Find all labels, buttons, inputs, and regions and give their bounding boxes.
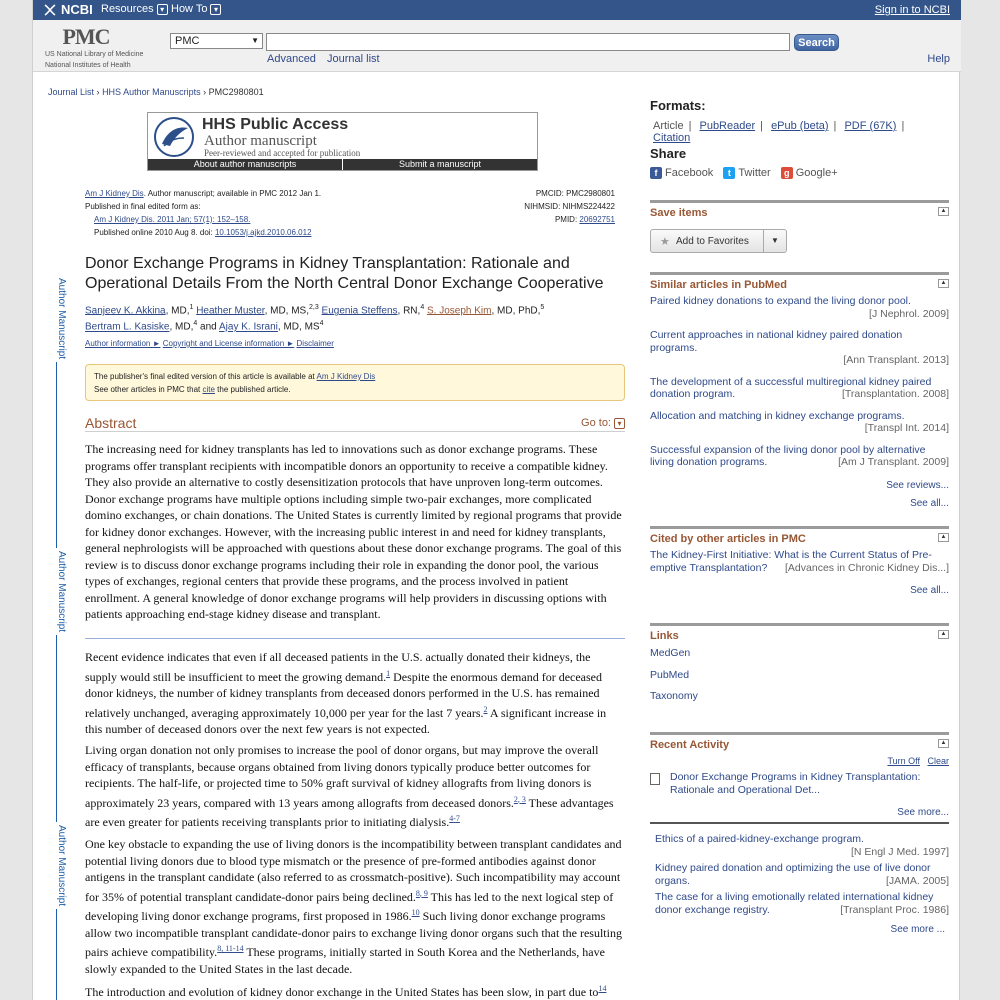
author-degree: , MD, PhD, [491, 305, 541, 317]
cited-by-box [650, 526, 949, 596]
reference-link[interactable]: 8 [217, 944, 222, 953]
pmcid: PMCID: PMC2980801 [535, 189, 615, 198]
format-separator: | [833, 120, 837, 132]
search-button[interactable]: Search [794, 34, 839, 51]
add-to-favorites-button[interactable] [650, 229, 787, 253]
affiliation-sup: 5 [540, 304, 545, 311]
hhs-subtitle: Author manuscript [204, 133, 317, 149]
reference-link[interactable]: 1 [386, 668, 391, 678]
author-list [85, 301, 625, 334]
cited-article-item[interactable] [650, 549, 949, 574]
save-items-heading: Save items [650, 207, 708, 219]
similar-article-source: [J Nephrol. 2009] [869, 307, 949, 320]
published-online: Published online 2010 Aug 8. doi: [94, 228, 215, 237]
format-separator: | [760, 120, 763, 132]
recent-activity-heading: Recent Activity [650, 739, 730, 751]
similar-article-source: [Ann Transplant. 2013] [843, 354, 949, 366]
paragraph-text: A significant increase in this number of deceased donors over the next few years is not expected. [85, 705, 607, 736]
author-info-links [85, 339, 334, 348]
related-article-source: [Transplant Proc. 1986] [840, 903, 949, 916]
paragraph-text: Recent evidence indicates that even if all deceased patients in the U.S. actually donated their kidneys, the supply would still be insufficient to meet the growing demand. [85, 650, 591, 684]
similar-article-item[interactable] [650, 410, 949, 435]
paragraph-text: Living organ donation not only promises to increase the pool of donor organs, but may improve the overall efficacy of transplants, because organs obtained from living donors typically produce better outcomes for recipients. The half-life, or projected time to 50% graft survival of kidney allografts from living donors is approximately 23 years, compared with 13 years among allografts from deceased donors. [85, 743, 599, 810]
nih-label: National Institutes of Health [45, 62, 131, 69]
see-all-link[interactable]: See all... [910, 497, 949, 509]
similar-article-title[interactable]: Successful expansion of the living donor pool by alternative living donation programs. [650, 443, 926, 468]
advanced-search-link[interactable]: Advanced [267, 53, 316, 65]
affiliation-sup: 1 [189, 304, 194, 311]
abstract-heading: Abstract [85, 415, 137, 431]
author-degree: , MD, [165, 305, 190, 317]
affiliation-sup: 4 [420, 304, 425, 311]
breadcrumb-separator: › [203, 87, 207, 97]
share-list [650, 167, 838, 179]
resources-label: Resources [101, 3, 154, 15]
similar-articles-heading: Similar articles in PubMed [650, 279, 787, 291]
notice-text: The publisher's final edited version of this article is available at [94, 372, 317, 381]
hhs-eagle-icon [152, 116, 196, 158]
related-article-title[interactable]: Ethics of a paired-kidney-exchange program. [655, 833, 864, 845]
author-degree: , MD, [169, 321, 194, 333]
doi-link[interactable]: 10.1053/j.ajkd.2010.06.012 [214, 228, 312, 237]
see-all-link[interactable]: See all... [910, 585, 949, 596]
clear-link[interactable]: Clear [927, 756, 949, 766]
cited-article-title[interactable]: The Kidney-First Initiative: What is the Current Status of Pre-emptive Transplantation? [650, 549, 932, 574]
similar-article-item[interactable] [650, 444, 949, 469]
pmid-link[interactable]: 20692751 [579, 215, 615, 224]
author-link[interactable]: Sanjeev K. Akkina [85, 305, 166, 317]
goto-label: Go to: [581, 417, 611, 429]
recent-item[interactable] [650, 771, 949, 796]
similar-article-title[interactable]: Allocation and matching in kidney exchange programs. [650, 409, 905, 422]
format-separator: | [688, 120, 692, 132]
article-ids [524, 187, 615, 226]
format-citation-link[interactable]: Citation [653, 132, 691, 144]
pmc-logo-mark: PMC [62, 24, 110, 49]
affiliation-sup: 4 [319, 320, 324, 328]
reference-link[interactable]: 3 [521, 794, 526, 804]
related-article-item[interactable] [655, 891, 949, 916]
recent-activity-box [650, 732, 949, 935]
howto-label: How To [171, 3, 208, 15]
share-heading: Share [650, 146, 687, 161]
similar-article-source: [Transpl Int. 2014] [864, 422, 949, 434]
ncbi-topbar [33, 0, 961, 20]
share-googleplus[interactable] [781, 167, 838, 179]
disclaimer-link[interactable]: Disclaimer [296, 339, 334, 348]
breadcrumb-separator: › [96, 87, 100, 97]
recent-item-title[interactable]: Donor Exchange Programs in Kidney Transplantation: Rationale and Operational Det... [670, 771, 921, 796]
affiliation-sup: 4 [193, 320, 198, 328]
similar-article-title[interactable]: Paired kidney donations to expand the living donor pool. [650, 295, 911, 307]
similar-article-title[interactable]: Current approaches in national kidney paired donation programs. [650, 329, 903, 354]
paragraph-text: These programs, initially started in South Korea and the Netherlands, have slowly expanded to the United States in the last decade. [85, 945, 605, 976]
breadcrumb-current: PMC2980801 [208, 87, 264, 97]
database-select[interactable] [170, 33, 263, 49]
related-article-title[interactable]: The case for a living emotionally related international kidney donor exchange registry. [655, 891, 934, 916]
cite-link[interactable]: cite [202, 385, 215, 394]
ncbi-brand: NCBI [61, 2, 93, 17]
author-degree: , RN, [397, 305, 421, 317]
notice-text: the published article. [214, 385, 291, 394]
reference-link[interactable]: 14 [598, 984, 607, 993]
ncbi-logo[interactable] [43, 2, 93, 17]
format-separator: | [901, 120, 905, 132]
reference-link[interactable]: 4 [449, 814, 454, 823]
author-link[interactable]: Bertram L. Kasiske [85, 321, 170, 333]
journal-link[interactable]: Am J Kidney Dis [85, 189, 144, 198]
citation-availability: . Author manuscript; available in PMC 2012 Jan 1. [143, 189, 322, 198]
similar-article-title[interactable]: The development of a successful multiregional kidney paired donation program. [650, 375, 932, 400]
collapse-icon[interactable]: ▲ [938, 739, 949, 748]
author-manuscript-label: Author Manuscript [47, 548, 67, 635]
hhs-link-bar [148, 159, 537, 170]
see-reviews-link[interactable]: See reviews... [886, 479, 949, 491]
breadcrumb-journal-list[interactable]: Journal List [48, 87, 95, 97]
ncbi-helix-icon [43, 3, 57, 17]
related-article-source: [N Engl J Med. 1997] [850, 845, 949, 858]
author-link[interactable]: Eugenia Steffens [321, 305, 398, 317]
dropdown-arrow-icon: ▼ [251, 36, 259, 45]
hhs-tagline: Peer-reviewed and accepted for publication [204, 148, 361, 158]
author-degree: , MD, MS, [264, 305, 310, 317]
link-medgen[interactable]: MedGen [650, 647, 691, 659]
share-label: Twitter [738, 167, 771, 179]
link-pubmed[interactable]: PubMed [650, 668, 690, 681]
body-paragraph [85, 981, 625, 1000]
database-value: PMC [175, 35, 200, 47]
add-to-favorites-label: Add to Favorites [676, 236, 749, 247]
links-heading: Links [650, 630, 679, 642]
body-paragraph: Living organ donation not only promises to increase the pool of donor organs, but may improve the overall efficacy of transplants, because organs obtained from living donors typically produce better outcomes for recipients. The half-life, or projected time to 50% graft survival of kidney allografts from living donors is approximately 23 years, compared with 13 years among allografts from deceased donors.$^{2,}$ $^3$ These advantages are even greater for patients receiving transplants prior to initiating dialysis.$^{4-7}$ [85, 743, 614, 829]
affiliation-sup: 2,3 [309, 304, 319, 311]
paragraph-text: These advantages are even greater for patients receiving transplants prior to initiating dialysis. [85, 795, 614, 829]
nihmsid: NIHMSID: NIHMS224422 [524, 202, 615, 211]
goto-menu[interactable] [581, 417, 625, 429]
format-article: Article [653, 120, 684, 132]
save-items-box [650, 200, 949, 255]
author-link[interactable]: Heather Muster [196, 305, 265, 317]
publisher-version-link[interactable]: Am J Kidney Dis [316, 372, 376, 381]
facebook-icon: f [650, 167, 662, 179]
paragraph-text: Despite the enormous demand for deceased donor kidneys, the number of kidney transplants from deceased donors performed in the U.S. has remained relatively unchanged, averaging approximately 10,000 per year for the last 7 years. [85, 669, 602, 720]
similar-article-item[interactable] [650, 295, 949, 320]
similar-article-source: [Am J Transplant. 2009] [838, 456, 949, 468]
sign-in-link[interactable]: Sign in to NCBI [874, 4, 950, 16]
about-manuscripts-link[interactable]: About author manuscripts [193, 159, 297, 169]
collapse-icon[interactable]: ▲ [938, 630, 949, 639]
abstract-header [85, 415, 625, 432]
pmid-label: PMID: [554, 215, 580, 224]
and-text: and [197, 321, 219, 333]
reference-link[interactable]: 2 [513, 794, 518, 804]
publisher-notice [85, 364, 625, 401]
reference-link[interactable]: 2 [483, 704, 488, 714]
related-article-title[interactable]: Kidney paired donation and optimizing the use of live donor organs. [655, 862, 931, 887]
author-manuscript-label: Author Manuscript [47, 275, 67, 362]
collapse-icon[interactable]: ▲ [938, 279, 949, 288]
chevron-down-icon: ▾ [157, 4, 168, 15]
help-link[interactable]: Help [927, 53, 950, 65]
hhs-title: HHS Public Access [202, 116, 349, 133]
paragraph-text: This has led to the next logical step of developing living donor exchange programs, first proposed in 1986. [85, 889, 614, 923]
related-article-source: [JAMA. 2005] [885, 874, 949, 887]
breadcrumb-hhs[interactable]: HHS Author Manuscripts [102, 87, 201, 97]
paragraph-text: Such living donor exchange programs allow two incompatible transplant candidate-donor pairs to exchange living donor organs such that the resulting pairs achieve compatibility. [85, 909, 622, 959]
twitter-icon: t [723, 167, 735, 179]
breadcrumb [48, 87, 264, 97]
reference-link[interactable]: 14 [235, 944, 244, 953]
share-twitter[interactable] [723, 167, 770, 179]
format-pubreader-link[interactable]: PubReader [699, 120, 756, 132]
author-information-link[interactable]: Author information ► [85, 339, 161, 348]
body-paragraph: One key obstacle to expanding the use of living donors is the incompatibility between transplant candidates and potential living donors due to blood type mismatch or the presence of pre-formed antibodies against donor antigens in the transplant candidate (also referred to as crossmatch-positive). Such incompatibility may account for 35% of potential transplant candidate-donor pairs being declined.$^{8,}$ $^9$ This has led to the next logical step of developing living donor exchange programs, first proposed in 1986.10 Such living donor exchange programs allow two incompatible transplant candidate-donor pairs to exchange living donor organs such that the resulting pairs achieve compatibility.$^{8,}$ $^{11-14}$ These programs, initially started in South Korea and the Netherlands, have slowly expanded to the United States in the last decade. [85, 837, 622, 976]
pmc-logo[interactable] [45, 26, 157, 70]
share-label: Google+ [795, 167, 838, 179]
chevron-down-icon: ▾ [614, 418, 625, 429]
reference-link[interactable]: 7 [455, 814, 460, 823]
cited-by-heading: Cited by other articles in PMC [650, 533, 806, 545]
resources-menu[interactable] [101, 3, 168, 15]
see-more-link[interactable]: See more... [650, 807, 949, 824]
collapse-icon[interactable]: ▲ [938, 533, 949, 542]
collapse-icon[interactable]: ▲ [938, 207, 949, 216]
pmc-header [33, 20, 961, 72]
related-article-item[interactable] [655, 862, 949, 887]
notice-text: See other articles in PMC that [94, 385, 203, 394]
howto-menu[interactable] [171, 3, 221, 15]
search-input[interactable] [266, 33, 790, 51]
chevron-down-icon: ▾ [210, 4, 221, 15]
format-epub-link[interactable]: ePub (beta) [771, 120, 829, 132]
author-manuscript-label: Author Manuscript [47, 822, 67, 909]
author-link[interactable]: Ajay K. Israni [218, 321, 278, 333]
googleplus-icon: g [781, 167, 793, 179]
article-title: Donor Exchange Programs in Kidney Transplantation: Rationale and Operational Details From the North Central Donor Exchange Cooperative [85, 255, 604, 292]
author-degree: , MD, MS [277, 321, 320, 333]
reference-link[interactable]: 9 [423, 888, 428, 898]
body-paragraph [85, 649, 625, 738]
page-frame [32, 0, 960, 1000]
journal-list-link[interactable]: Journal list [327, 53, 380, 65]
share-label: Facebook [665, 167, 714, 179]
formats-heading: Formats: [650, 98, 706, 113]
nlm-label: US National Library of Medicine [45, 51, 144, 58]
format-pdf-link[interactable]: PDF (67K) [844, 120, 897, 132]
section-divider [85, 638, 625, 639]
document-icon [650, 773, 660, 785]
paragraph-text: The introduction and evolution of kidney donor exchange in the United States has been slow, in part due to [85, 985, 599, 999]
similar-articles-box [650, 272, 949, 509]
cited-article-source: [Advances in Chronic Kidney Dis...] [785, 561, 949, 574]
reference-link[interactable]: 11 [225, 944, 233, 953]
related-article-item[interactable] [655, 833, 949, 858]
journal-ref-link[interactable]: Am J Kidney Dis. 2011 Jan; 57(1): 152–158. [94, 215, 251, 224]
published-as-label: Published in final edited form as: [85, 202, 201, 211]
paragraph-text: One key obstacle to expanding the use of living donors is the incompatibility between transplant candidates and potential living donors due to blood type mismatch or the presence of pre-formed antibodies against donor antigens in the transplant candidate (also referred to as crossmatch-positive). Such incompatibility may account for 35% of potential transplant candidate-donor pairs being declined. [85, 837, 622, 904]
copyright-link[interactable]: Copyright and License information ► [162, 339, 295, 348]
abstract-text: The increasing need for kidney transplants has led to innovations such as donor exchange programs. These programs offer transplant recipients with incompatible donors an opportunity to receive a compatible kidney. They also provide an alternative to costly desensitization protocols that have unproven long-term outcomes. Donor exchange programs have multiple options including simple two-pair exchanges, more complicated domino exchanges, or chain donations. The United States is currently limited by regional programs that provide for kidney donor exchanges. However, with the increasing public interest in and need for kidney transplants, general nephrologists will be approached with questions about these donor exchange programs. The goal of this review is to discuss donor exchange programs including their role in expanding the donor pool, the various types of exchanges, regional centers that provide these programs, and the process involved in patient enrollment. A general knowledge of donor exchange programs will help providers in discussing options with patients approaching end-stage kidney disease and transplant. [85, 442, 622, 621]
author-link[interactable]: S. Joseph Kim [427, 305, 492, 317]
similar-article-item[interactable] [650, 376, 949, 401]
submit-manuscript-link[interactable]: Submit a manuscript [342, 159, 537, 170]
links-box [650, 623, 949, 703]
reference-link[interactable]: 10 [411, 908, 420, 917]
share-facebook[interactable] [650, 167, 713, 179]
chevron-down-icon[interactable]: ▼ [763, 230, 786, 252]
citation-block [85, 187, 615, 239]
see-more-link[interactable]: See more ... [890, 924, 945, 935]
similar-article-source: [Transplantation. 2008] [841, 388, 949, 400]
formats-list [653, 120, 949, 144]
link-taxonomy[interactable]: Taxonomy [650, 690, 698, 702]
similar-article-item[interactable] [650, 329, 949, 367]
hhs-public-access-banner [147, 112, 538, 171]
star-icon: ★ [660, 236, 670, 248]
turn-off-link[interactable]: Turn Off [887, 756, 920, 766]
reference-link[interactable]: 8 [415, 888, 420, 898]
